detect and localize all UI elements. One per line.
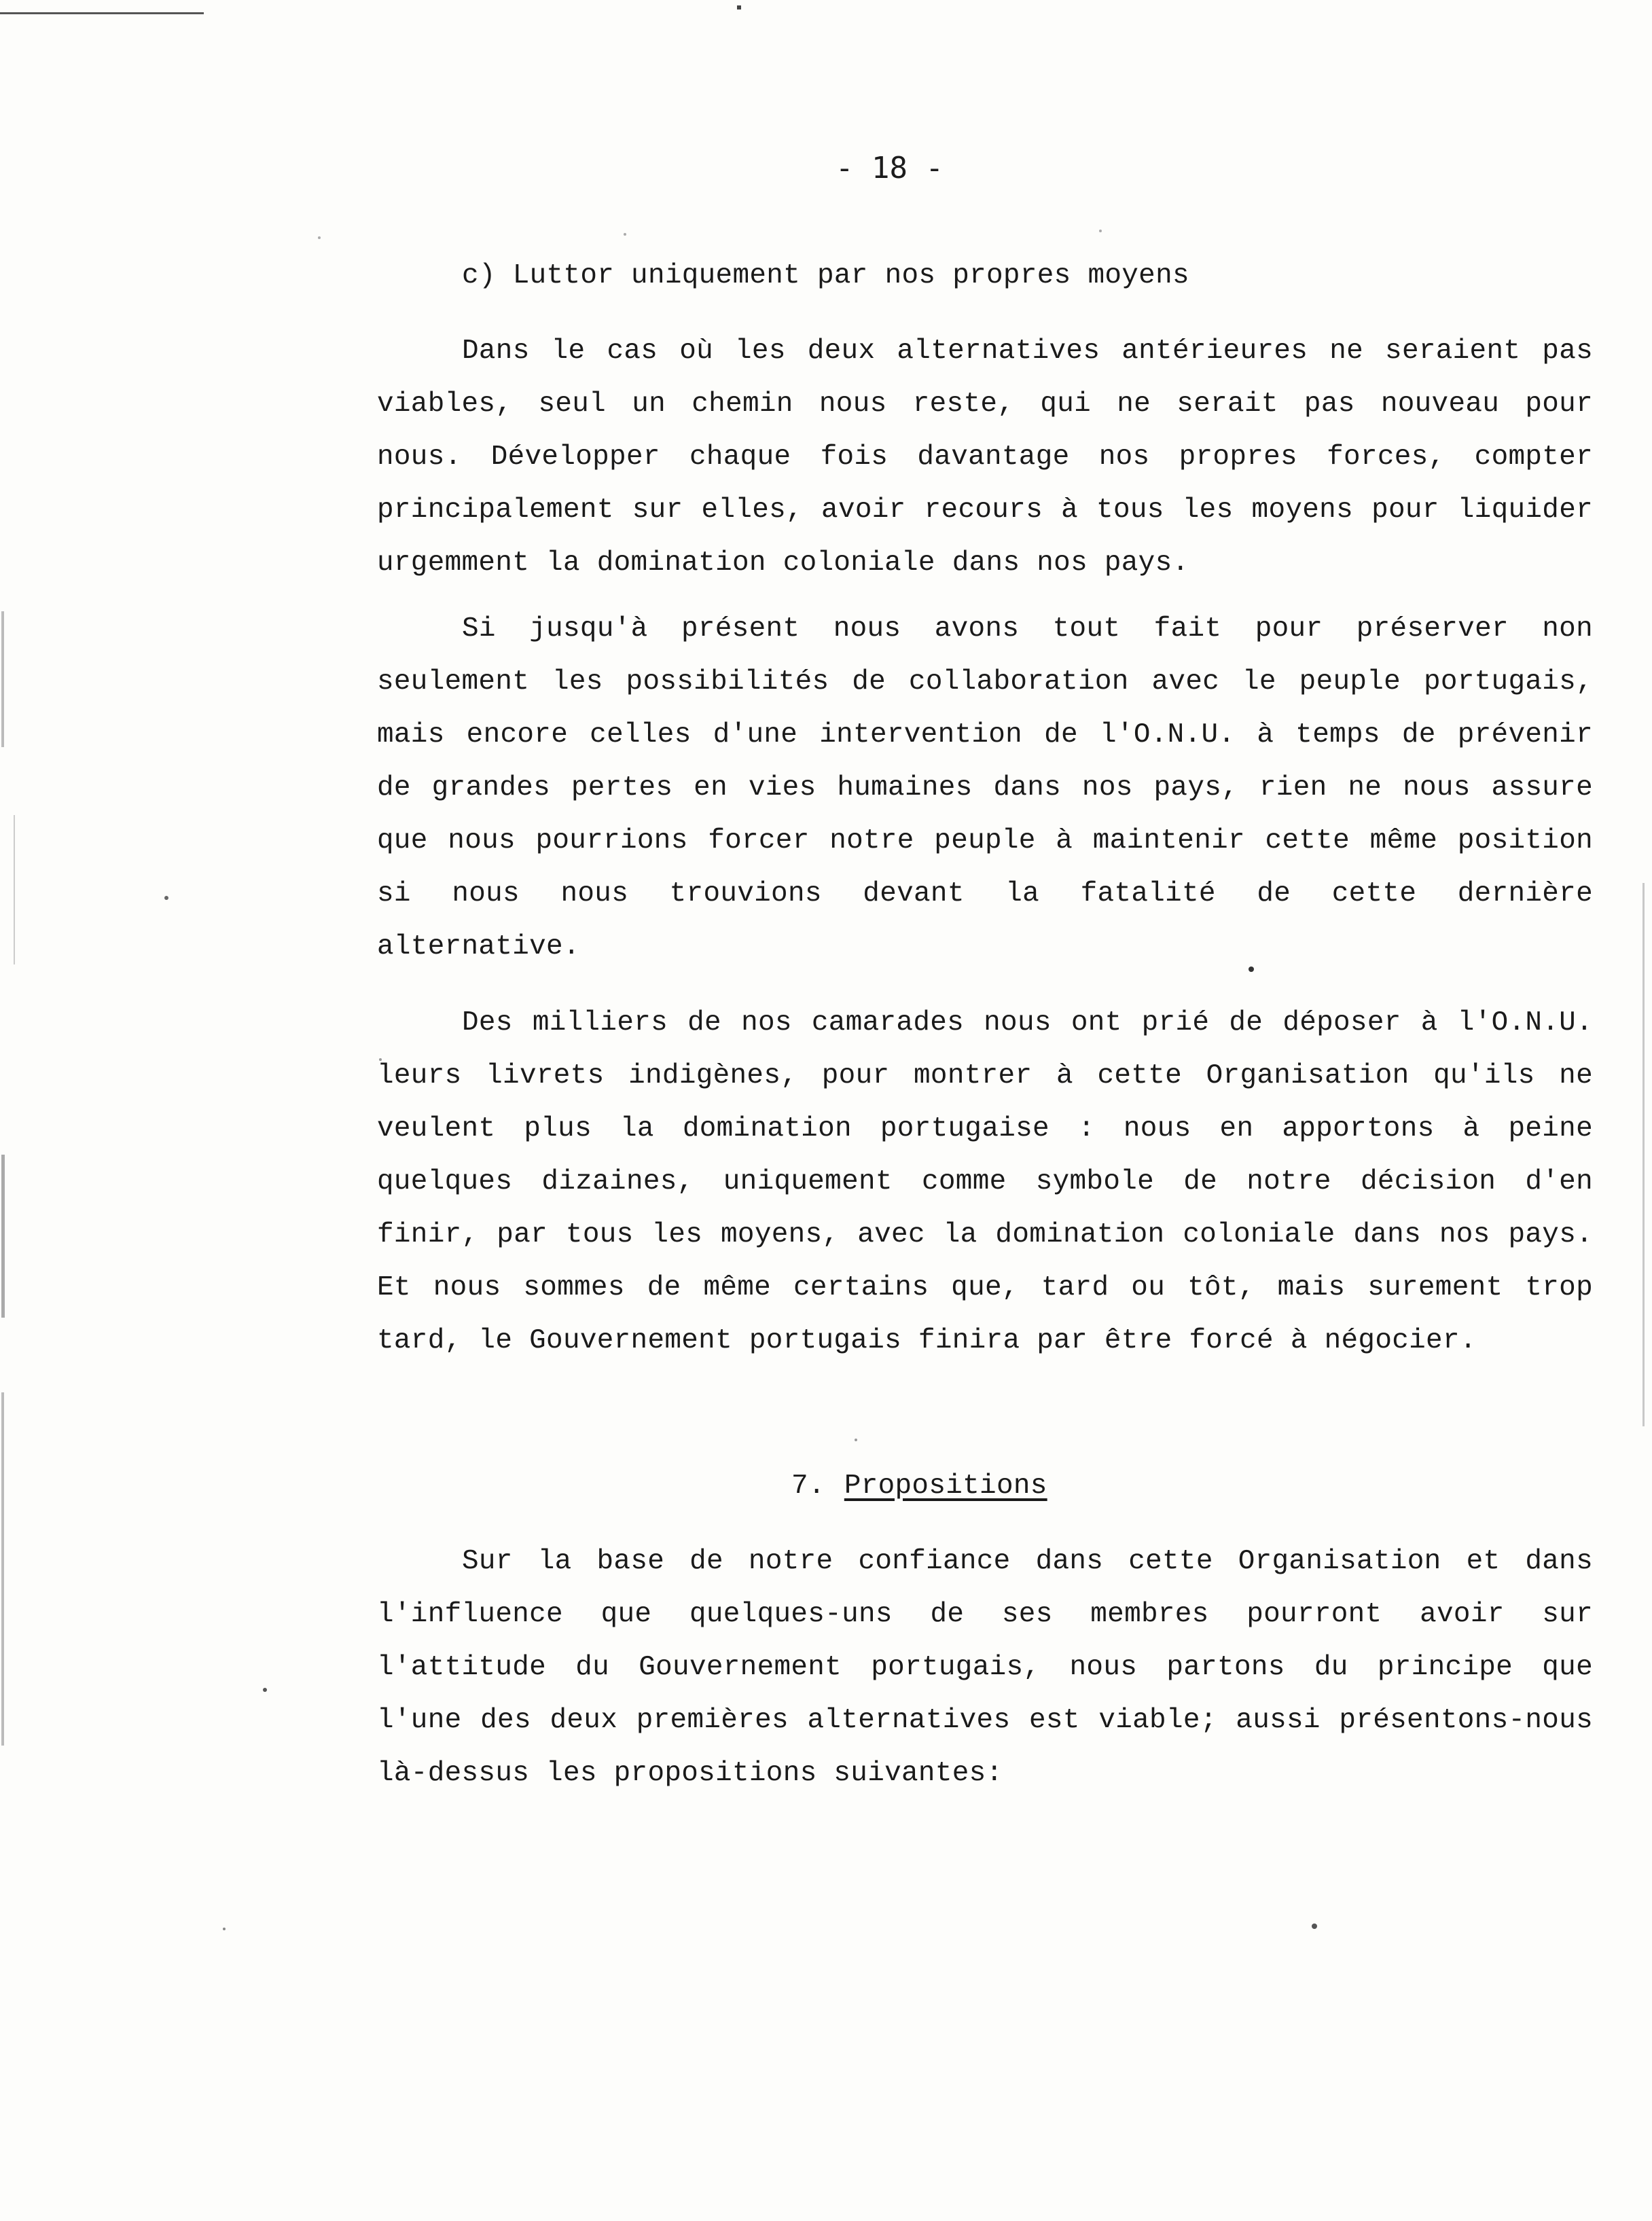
section-title: Propositions: [844, 1470, 1047, 1502]
subheading: c) Luttor uniquement par nos propres moyens: [462, 260, 1189, 291]
paragraph-2: Si jusqu'à présent nous avons tout fait pour préserver non seulement les possibilités de collaboration avec le peuple portugais, mais encore celles d'une intervention de l'O.N.U. à temps de prévenir de grandes pertes en vies humaines dans nos pays, rien ne nous assure que nous pourrions forcer notre peuple à maintenir cette même position si nous nous trouvions devant la fatalité de cette dernière alternative.: [377, 613, 1593, 962]
page-number: - 18 -: [836, 151, 944, 185]
paragraph-1: Dans le cas où les deux alternatives antérieures ne seraient pas viables, seul un chemin nous reste, qui ne serait pas nouveau pour nous. Développer chaque fois davantage nos propres forces, compter principalement sur elles, avoir recours à tous les moyens pour liquider urgemment la domination coloniale dans nos pays.: [377, 336, 1593, 579]
section-number: 7.: [791, 1470, 825, 1502]
paragraph-4: Sur la base de notre confiance dans cette Organisation et dans l'influence que quelques-uns de ses membres pourront avoir sur l'attitude du Gouvernement portugais, nous partons du principe que l'une des deux premières alternatives est viable; aussi présentons-nous là-dessus les propositions suivantes:: [377, 1546, 1593, 1789]
paragraph-3: Des milliers de nos camarades nous ont prié de déposer à l'O.N.U. leurs livrets indigènes, pour montrer à cette Organisation qu'ils ne veulent plus la domination portugaise : nous en apportons à peine quelques dizaines, uniquement comme symbole de notre décision d'en finir, par tous les moyens, avec la domination coloniale dans nos pays. Et nous sommes de même certains que, tard ou tôt, mais surement trop tard, le Gouvernement portugais finira par être forcé à négocier.: [377, 1007, 1593, 1356]
section-heading: [791, 1470, 1047, 1502]
